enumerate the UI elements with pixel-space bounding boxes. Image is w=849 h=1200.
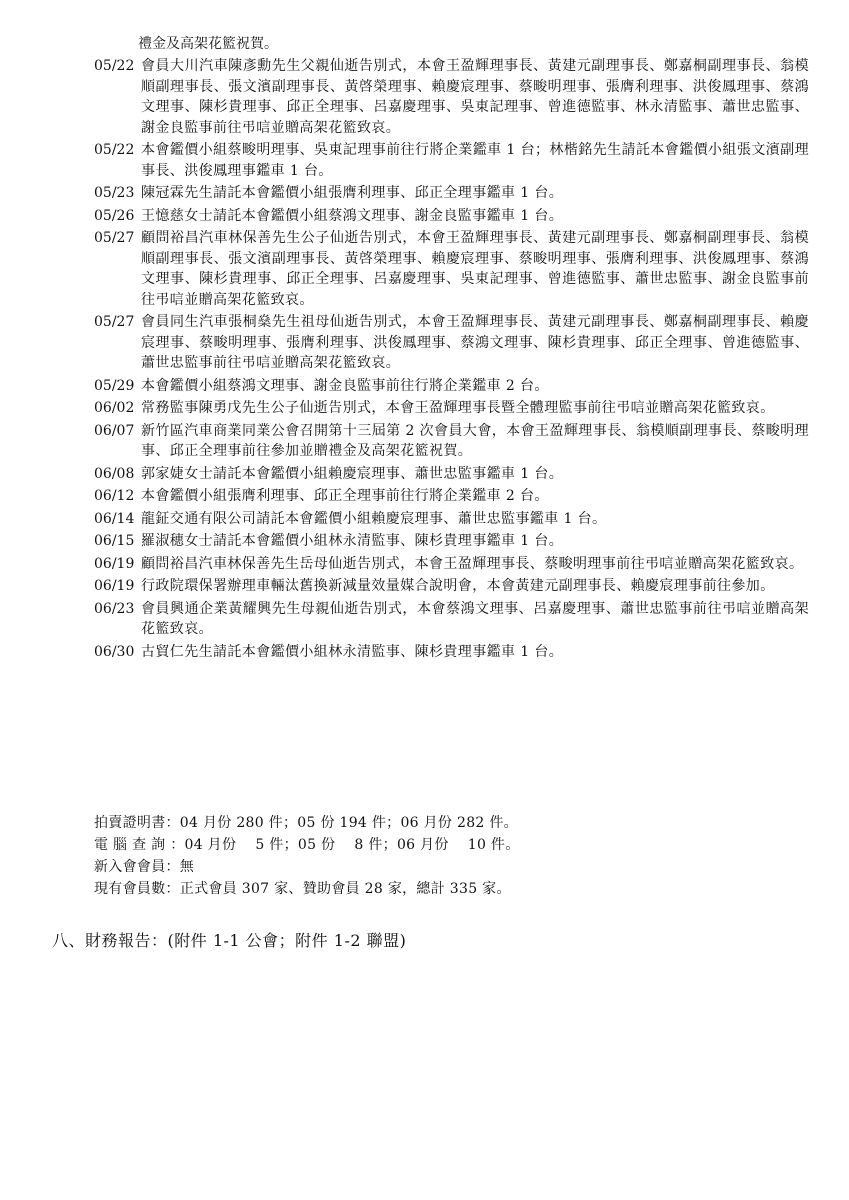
entry-date: 06/08 <box>94 465 135 482</box>
entry-text: 陳冠霖先生請託本會鑑價小組張膺利理事、邱正全理事鑑車 1 台。 <box>141 185 564 201</box>
section-heading-financial-report: 八、財務報告：(附件 1-1 公會；附件 1-2 聯盟) <box>52 931 407 950</box>
entry-text: 顧問裕昌汽車林保善先生岳母仙逝告別式，本會王盈輝理事長、蔡畯明理事前往弔唁並贈高架花籃致哀。 <box>141 555 804 572</box>
entry-date: 05/22 <box>94 58 135 74</box>
list-item <box>94 531 809 552</box>
entry-date: 05/23 <box>94 185 135 201</box>
entry-date: 06/15 <box>94 533 135 549</box>
entry-date: 06/23 <box>94 600 135 617</box>
list-item <box>94 599 809 640</box>
entry-date: 05/27 <box>94 230 135 246</box>
entry-date: 06/19 <box>94 578 135 594</box>
entry-text: 古貿仁先生請託本會鑑價小組林永清監事、陳杉貴理事鑑車 1 台。 <box>141 643 564 660</box>
new-member-stats: 新入會會員：無 <box>94 859 195 875</box>
entry-date: 05/29 <box>94 377 135 394</box>
list-item <box>94 398 809 419</box>
entry-date: 06/07 <box>94 422 135 439</box>
list-item <box>94 312 809 374</box>
list-item <box>94 421 809 462</box>
entry-text: 龍鉦交通有限公司請託本會鑑價小組賴慶宸理事、蕭世忠監事鑑車 1 台。 <box>141 510 607 527</box>
entry-text: 本會鑑價小組蔡鴻文理事、謝金良監事前往行將企業鑑車 2 台。 <box>141 377 549 394</box>
statistics-block <box>94 812 520 900</box>
auction-certificate-stats: 拍賣證明書：04 月份 280 件；05 份 194 件；06 月份 282 件。 <box>94 815 518 831</box>
list-item <box>94 228 809 310</box>
entry-text: 新竹區汽車商業同業公會召開第十三屆第 2 次會員大會，本會王盈輝理事長、翁模順副理事長、蔡畯明理事、邱正全理事前往參加並贈禮金及高架花籃祝賀。 <box>141 422 809 459</box>
entry-text: 郭家婕女士請託本會鑑價小組賴慶宸理事、蕭世忠監事鑑車 1 台。 <box>141 465 564 482</box>
list-item <box>94 140 809 181</box>
list-item <box>94 376 809 397</box>
list-item <box>94 183 809 204</box>
list-item <box>94 486 809 507</box>
list-item <box>94 464 809 485</box>
entry-text: 王憶慈女士請託本會鑑價小組蔡鴻文理事、謝金良監事鑑車 1 台。 <box>141 207 564 224</box>
entry-date: 06/19 <box>94 555 135 572</box>
list-item <box>94 509 809 530</box>
event-log-list <box>94 56 809 664</box>
entry-date: 05/26 <box>94 207 135 224</box>
list-item <box>94 554 809 575</box>
entry-text: 本會鑑價小組蔡畯明理事、吳東記理事前往行將企業鑑車 1 台；林楷銘先生請託本會鑑價小組張文濱副理事長、洪俊鳳理事鑑車 1 台。 <box>141 142 809 179</box>
entry-date: 05/27 <box>94 314 135 330</box>
entry-text: 常務監事陳勇戊先生公子仙逝告別式，本會王盈輝理事長暨全體理監事前往弔唁並贈高架花籃致哀。 <box>141 400 775 416</box>
entry-text: 會員同生汽車張桐燊先生祖母仙逝告別式，本會王盈輝理事長、黃建元副理事長、鄭嘉桐副理事長、賴慶宸理事、蔡畯明理事、張膺利理事、洪俊鳳理事、蔡鴻文理事、陳杉貴理事、邱正全理事、曾進德監事、蕭世忠監事前往弔唁並贈高架花籃致哀。 <box>141 314 809 371</box>
entry-date: 06/14 <box>94 510 135 527</box>
entry-date: 05/22 <box>94 142 135 158</box>
entry-date: 06/12 <box>94 488 135 504</box>
entry-text: 會員興通企業黃耀興先生母親仙逝告別式，本會蔡鴻文理事、呂嘉慶理事、蕭世忠監事前往弔唁並贈高架花籃致哀。 <box>141 600 809 637</box>
list-item <box>94 576 809 597</box>
entry-text: 顧問裕昌汽車林保善先生公子仙逝告別式，本會王盈輝理事長、黃建元副理事長、鄭嘉桐副理事長、翁模順副理事長、張文濱副理事長、黃啓榮理事、賴慶宸理事、蔡畯明理事、張膺利理事、洪俊鳳理事、蔡鴻文理事、陳杉貴理事、邱正全理事、呂嘉慶理事、吳東記理事、曾進德監事、蕭世忠監事、謝金良監事前往弔唁並贈高架花籃致哀。 <box>141 230 809 308</box>
list-item <box>94 206 809 227</box>
lead-continuation-text: 禮金及高架花籃祝賀。 <box>138 36 278 52</box>
current-member-stats: 現有會員數：正式會員 307 家、贊助會員 28 家，總計 335 家。 <box>94 881 511 897</box>
list-item <box>94 56 809 138</box>
entry-text: 行政院環保署辦理車輛汰舊換新減量效量媒合說明會，本會黃建元副理事長、賴慶宸理事前往參加。 <box>141 578 775 594</box>
entry-text: 本會鑑價小組張膺利理事、邱正全理事前往行將企業鑑車 2 台。 <box>141 488 549 504</box>
entry-text: 會員大川汽車陳彥勳先生父親仙逝告別式，本會王盈輝理事長、黃建元副理事長、鄭嘉桐副理事長、翁模順副理事長、張文濱副理事長、黃啓榮理事、賴慶宸理事、蔡畯明理事、張膺利理事、洪俊鳳理事、蔡鴻文理事、陳杉貴理事、邱正全理事、呂嘉慶理事、吳東記理事、曾進德監事、林永清監事、蕭世忠監事、謝金良監事前往弔唁並贈高架花籃致哀。 <box>141 58 809 136</box>
entry-date: 06/30 <box>94 643 135 660</box>
list-item <box>94 642 809 663</box>
computer-query-stats: 電 腦 查 詢 ：04 月份 5 件；05 份 8 件；06 月份 10 件。 <box>94 837 520 853</box>
entry-text: 羅淑穗女士請託本會鑑價小組林永清監事、陳杉貴理事鑑車 1 台。 <box>141 533 564 549</box>
entry-date: 06/02 <box>94 400 135 416</box>
